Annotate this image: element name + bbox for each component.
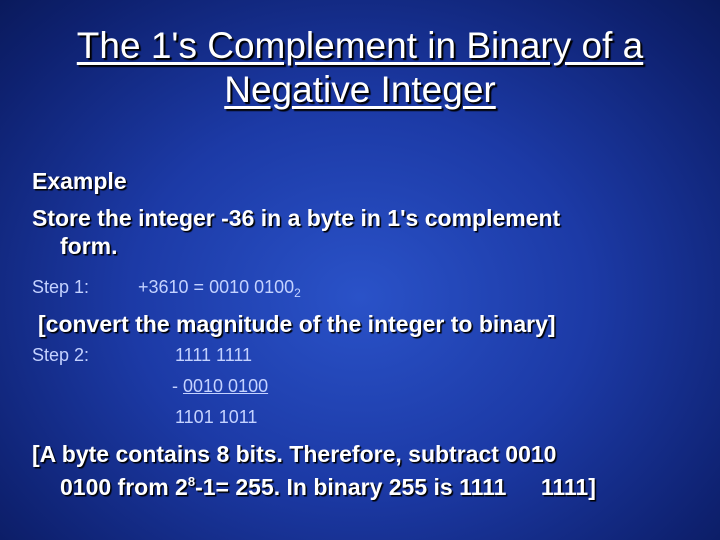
note-line-2-b: -1= 255. In binary 255 is 1111 [195,474,507,500]
step1-expr-text: +3610 = 0010 0100 [138,277,295,297]
store-instruction [32,204,560,260]
step1-label: Step 1: [32,277,90,297]
example-label: Example [32,168,127,194]
step2-row-1: 1111 1111 [175,345,253,365]
title-line-2: Negative Integer [224,69,496,110]
note-line-2-a: 0100 from 2 [60,474,188,500]
step2-subtrahend: 0010 0100 [183,376,269,396]
note-line-2 [32,468,506,501]
step2-label: Step 2: [32,345,90,365]
step1-subscript: 2 [294,286,301,300]
step1-expression [138,275,301,305]
convert-note: [convert the magnitude of the integer to binary] [38,311,556,337]
store-line-2: form. [60,233,118,259]
store-line-1: Store the integer -36 in a byte in 1's complement [32,205,561,231]
step2-row-2 [172,374,268,398]
note-line-3: 1111] [540,474,596,500]
note-line-1: [A byte contains 8 bits. Therefore, subtract 0010 [32,441,557,467]
slide-title [20,24,700,112]
step2-result: 1101 1011 [175,407,258,427]
step2-minus: - [172,376,183,396]
note-exponent: 8 [187,474,196,489]
title-line-1: The 1's Complement in Binary of a [76,25,644,66]
byte-note [32,440,596,501]
